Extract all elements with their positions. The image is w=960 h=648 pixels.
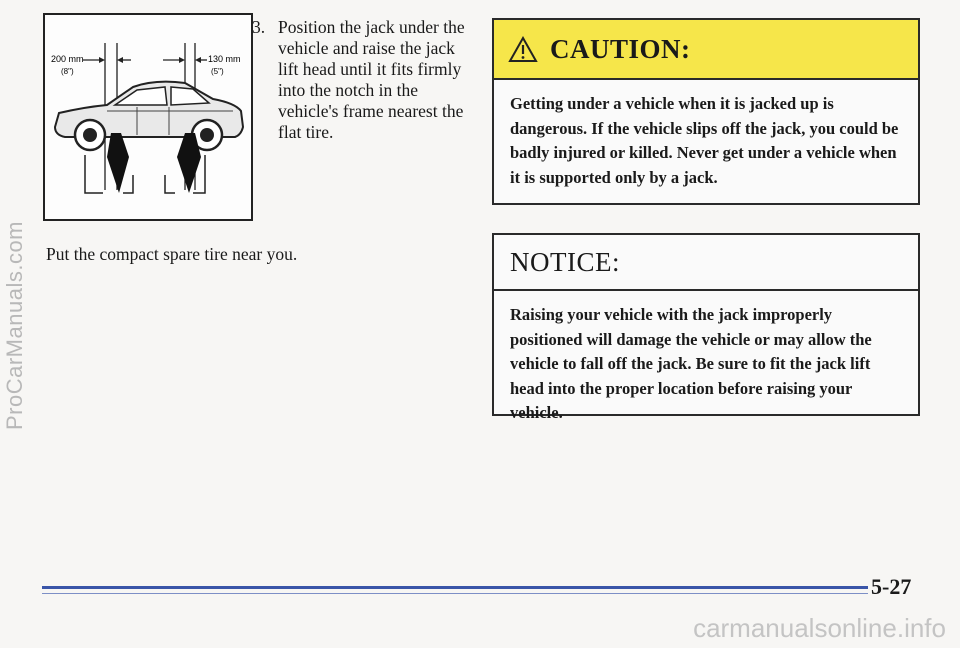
lead-paragraph: Put the compact spare tire near you. xyxy=(46,244,298,264)
footer-rule xyxy=(42,586,868,589)
step-3 xyxy=(252,17,467,143)
step-number: 3. xyxy=(252,17,266,37)
watermark-procarmanuals: ProCarManuals.com xyxy=(2,220,27,430)
page-number: 5-27 xyxy=(871,574,912,599)
dim-front-in: (8") xyxy=(61,67,74,76)
dim-rear-mm: 130 mm xyxy=(208,54,241,64)
caution-title: CAUTION: xyxy=(550,33,691,64)
caution-box xyxy=(492,18,920,205)
dim-rear-in: (5") xyxy=(211,67,224,76)
jack-position-figure xyxy=(43,13,253,221)
notice-body: Raising your vehicle with the jack improperly positioned will damage the vehicle or may allow the vehicle to fall off the jack. Be sure to fit the jack lift head into the proper location before raising your vehicle. xyxy=(510,305,872,422)
watermark-carmanualsonline: carmanualsonline.info xyxy=(693,613,946,643)
dim-front-mm: 200 mm xyxy=(51,54,84,64)
caution-body: Getting under a vehicle when it is jacked up is dangerous. If the vehicle slips off the jack, you could be badly injured or killed. Never get under a vehicle when it is supported only by a jack. xyxy=(510,94,899,187)
car-jack-diagram xyxy=(45,15,251,219)
warning-triangle-icon xyxy=(508,36,538,63)
caution-header xyxy=(494,20,918,80)
notice-title: NOTICE: xyxy=(510,246,620,277)
notice-header xyxy=(494,235,918,291)
notice-box xyxy=(492,233,920,422)
step-text: Position the jack under the vehicle and raise the jack lift head until it fits firmly into the notch in the vehicle's frame nearest the flat tire. xyxy=(278,17,465,142)
footer-rule-thin xyxy=(42,593,868,594)
